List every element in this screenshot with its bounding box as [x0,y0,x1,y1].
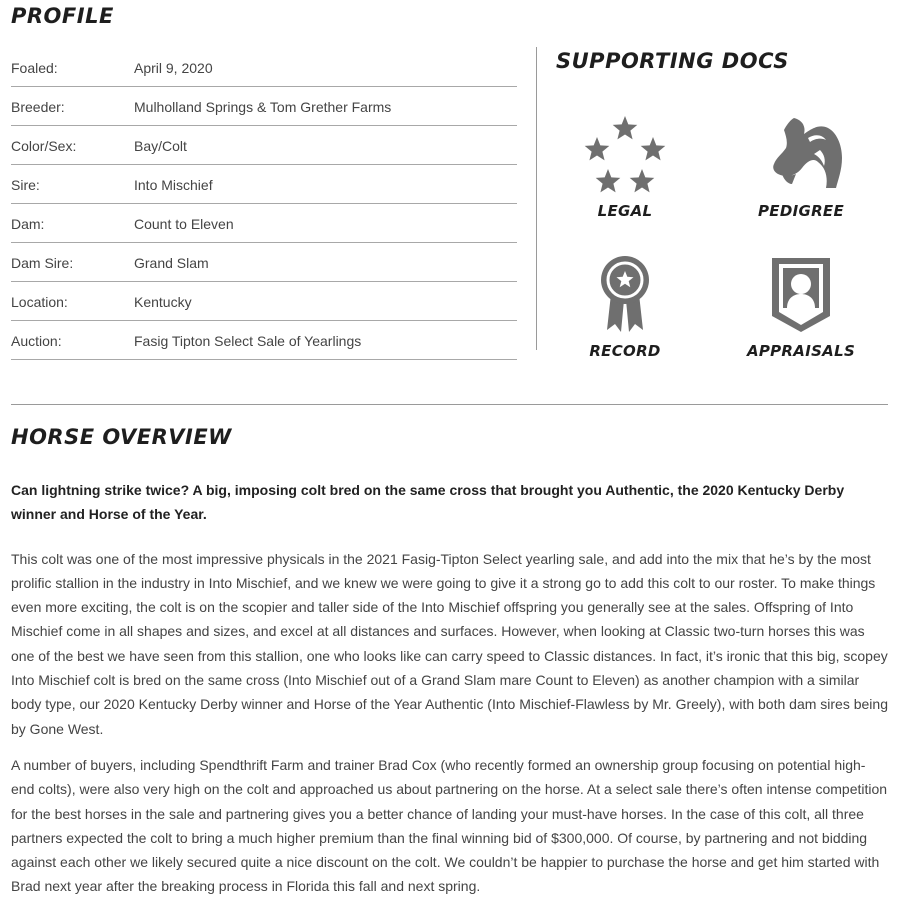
profile-value: Count to Eleven [134,216,234,232]
profile-row-auction [11,322,517,360]
overview-lead: Can lightning strike twice? A big, imposing colt bred on the same cross that brought you Authentic, the 2020 Kentucky Derby winner and Horse of the Year. [11,482,845,523]
profile-value: Grand Slam [134,255,209,271]
column-divider [536,47,537,350]
overview-paragraph: A number of buyers, including Spendthrift Farm and trainer Brad Cox (who recently formed an ownership group focusing on potential high-end colts), were also very high on the colt and approached us about partnering on the horse. At a select sale there’s often intense competition for the best horses in the sale and partnering gives you a better chance of landing your must-have horses. In the case of this colt, all three partners expected the colt to bring a much higher premium than the final winning bid of $300,000. Of course, by partnering and not bidding against each other we likely secured quite a nice discount on the colt. We couldn’t be happier to purchase the horse and get him started with Brad next year after the breaking process in Florida this fall and next spring. [11,756,888,895]
doc-label-legal: LEGAL [597,202,653,220]
horse-head-icon [756,114,846,194]
doc-pedigree-link[interactable] [736,114,866,220]
profile-value: April 9, 2020 [134,60,213,76]
profile-label: Dam Sire: [11,255,74,271]
award-ribbon-icon [580,254,670,334]
doc-label-appraisals: APPRAISALS [746,342,856,360]
profile-label: Sire: [11,177,40,193]
profile-heading: PROFILE [11,4,114,28]
profile-row-color-sex [11,127,517,165]
doc-label-pedigree: PEDIGREE [757,202,845,220]
profile-row-sire [11,166,517,204]
profile-table [11,49,517,361]
profile-row-dam [11,205,517,243]
horse-overview-heading: HORSE OVERVIEW [11,425,232,449]
profile-label: Dam: [11,216,45,232]
profile-value: Bay/Colt [134,138,187,154]
profile-row-foaled [11,49,517,87]
profile-value: Fasig Tipton Select Sale of Yearlings [134,333,362,349]
profile-label: Color/Sex: [11,138,77,154]
profile-value: Kentucky [134,294,192,310]
doc-record-link[interactable] [560,254,690,360]
section-divider [11,404,888,405]
overview-body [11,478,888,911]
profile-value: Into Mischief [134,177,213,193]
profile-row-dam-sire [11,244,517,282]
doc-appraisals-link[interactable] [736,254,866,360]
doc-label-record: RECORD [589,342,661,360]
profile-row-location [11,283,517,321]
doc-legal-link[interactable] [560,114,690,220]
profile-label: Breeder: [11,99,65,115]
profile-label: Location: [11,294,68,310]
profile-label: Foaled: [11,60,58,76]
stars-icon [580,114,670,194]
profile-label: Auction: [11,333,62,349]
profile-row-breeder [11,88,517,126]
overview-paragraph: This colt was one of the most impressive physicals in the 2021 Fasig-Tipton Select yearling sale, and add into the mix that he’s by the most prolific stallion in the industry in Into Mischief, and we knew we were going to give it a strong go to add this colt to our roster. To make things even more exciting, the colt is on the scopier and taller side of the Into Mischief offspring you generally see at the sales. Offspring of Into Mischief come in all shapes and sizes, and excel at all distances and surfaces. However, when looking at Classic two-turn horses this was one of the best we have seen from this stallion, one who looks like can carry speed to Classic distances. In fact, it’s ironic that this big, scopey Into Mischief colt is bred on the same cross (Into Mischief out of a Grand Slam mare Count to Eleven) as another champion with a similar body type, our 2020 Kentucky Derby winner and Horse of the Year Authentic (Into Mischief-Flawless by Mr. Greely), with both dam sires being by Gone West. [11,550,888,737]
portrait-badge-icon [756,254,846,334]
profile-value: Mulholland Springs & Tom Grether Farms [134,99,392,115]
supporting-docs-heading: SUPPORTING DOCS [556,49,789,73]
